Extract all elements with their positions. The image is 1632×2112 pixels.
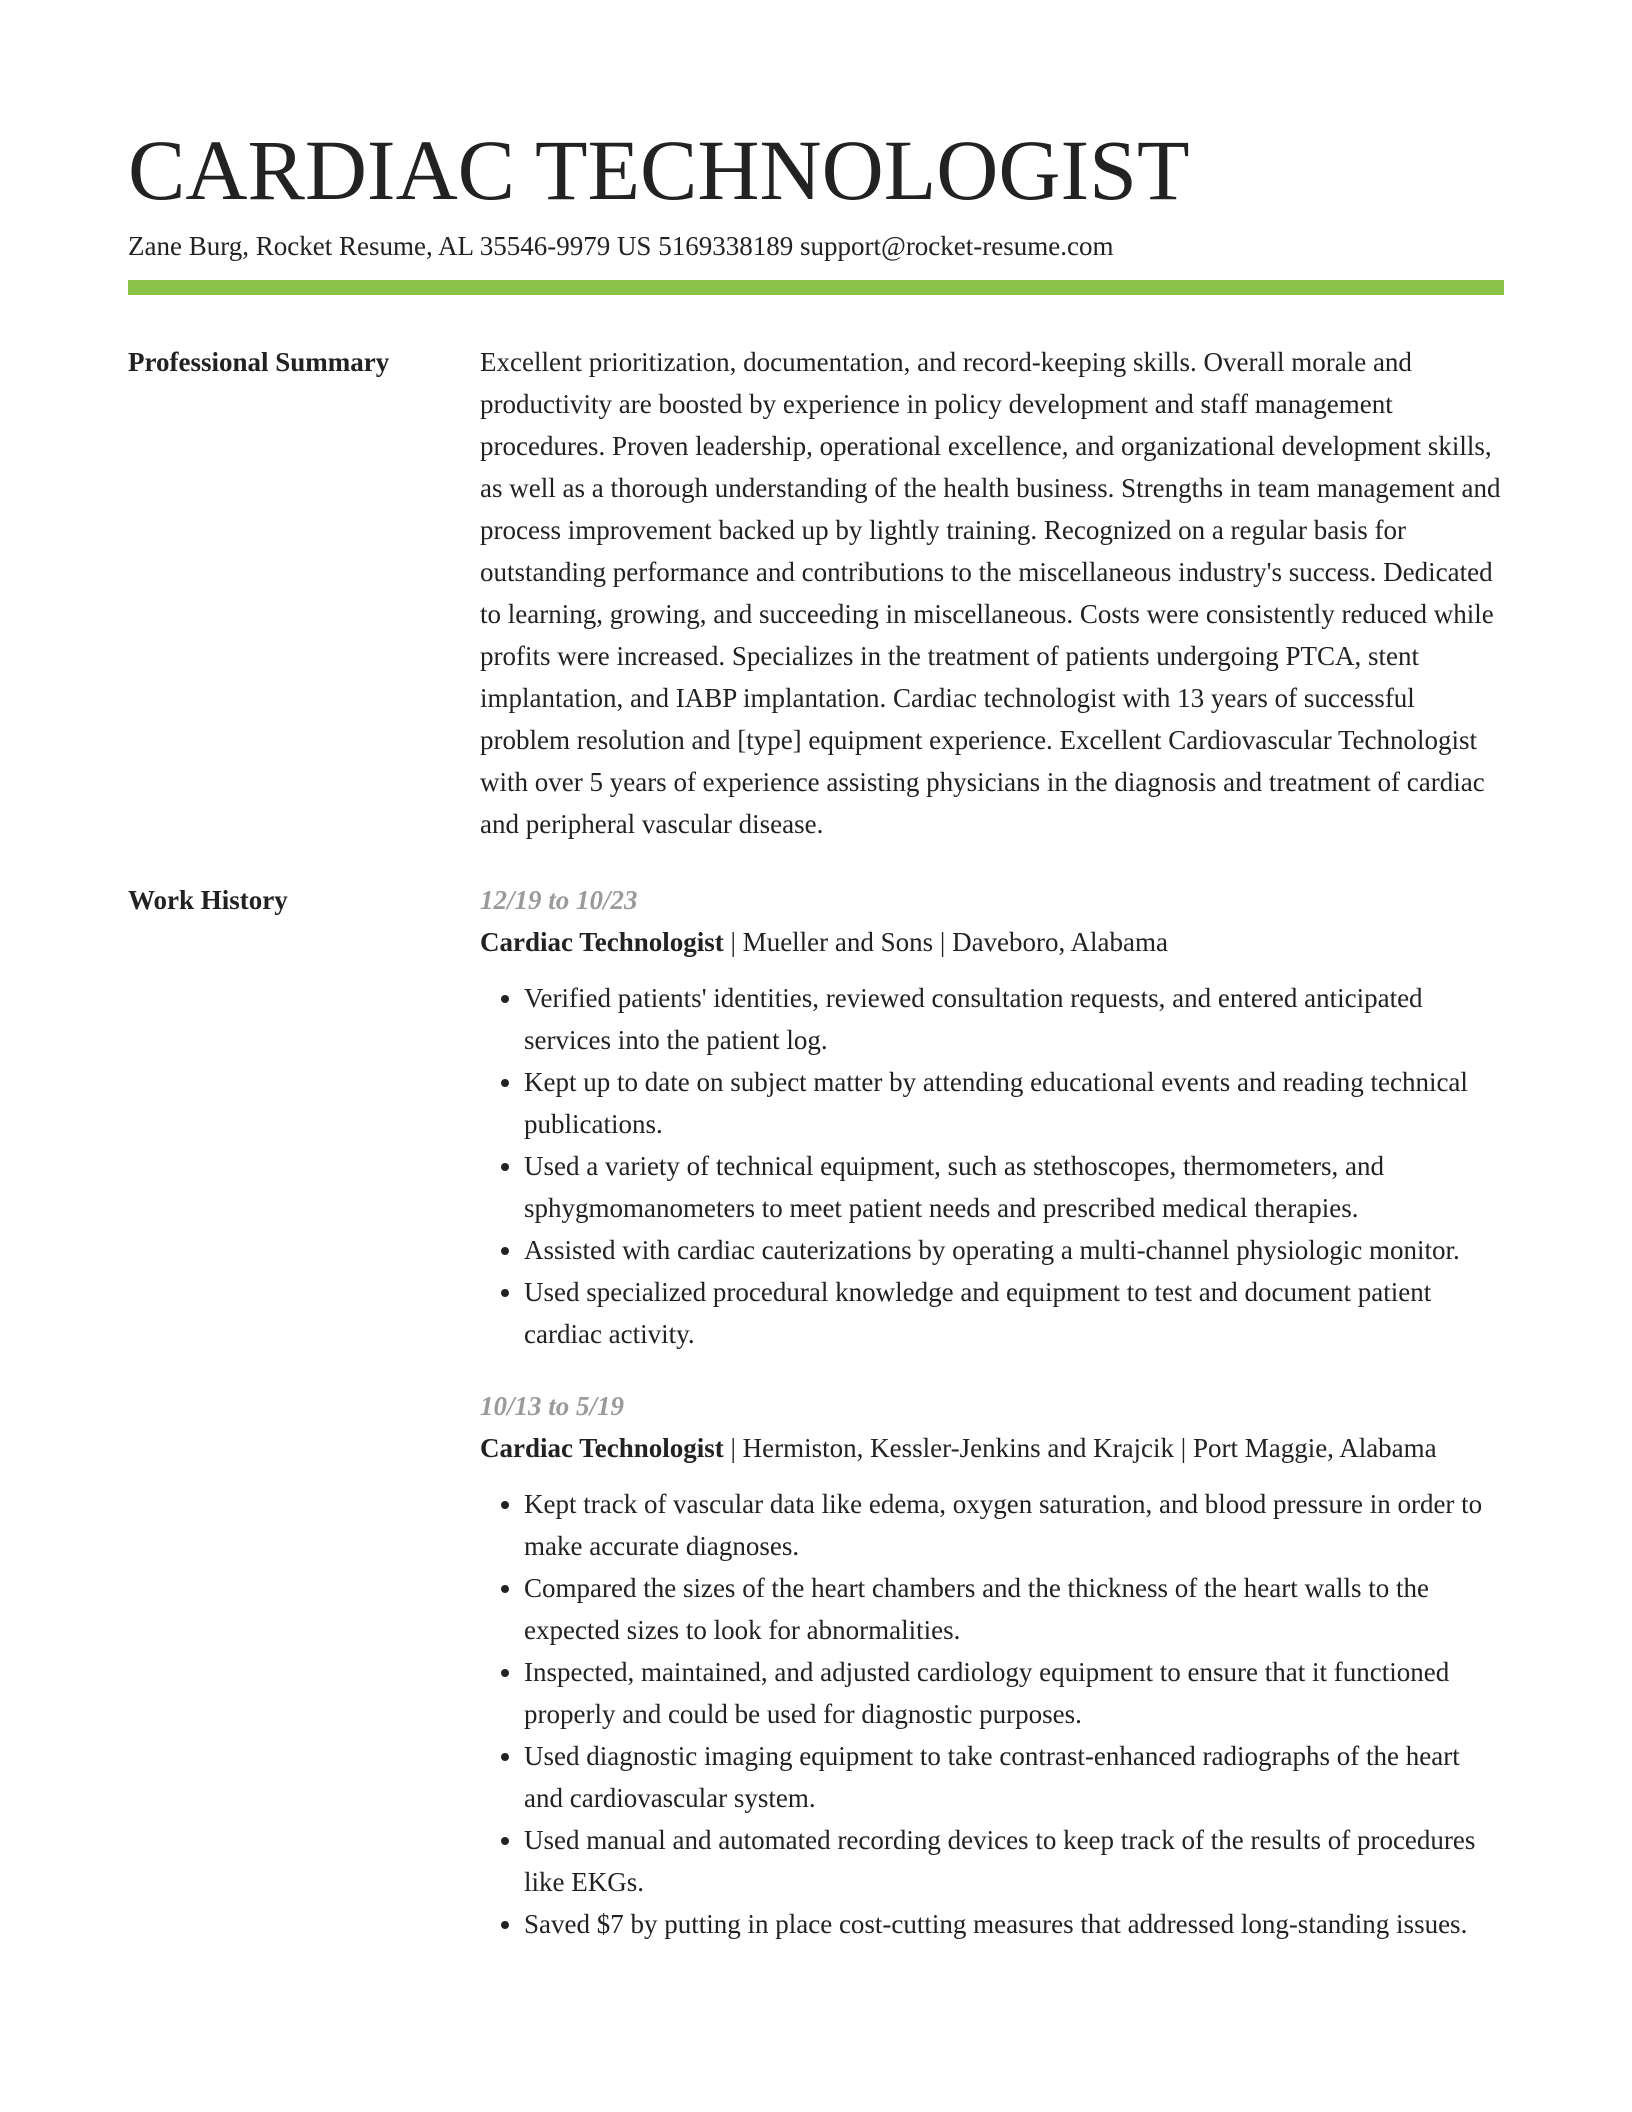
job-bullet: • Assisted with cardiac cauterizations by operating a multi-channel physiologic monitor. bbox=[524, 1229, 1504, 1271]
job-bullets bbox=[480, 977, 1504, 1355]
job-entry bbox=[480, 879, 1504, 1355]
job-bullet: • Compared the sizes of the heart chambers and the thickness of the heart walls to the expected sizes to look for abnormalities. bbox=[524, 1567, 1504, 1651]
job-bullet: • Kept track of vascular data like edema, oxygen saturation, and blood pressure in order to make accurate diagnoses. bbox=[524, 1483, 1504, 1567]
contact-address: Rocket Resume, AL 35546-9979 US bbox=[255, 231, 652, 261]
job-bullet: • Inspected, maintained, and adjusted cardiology equipment to ensure that it functioned properly and could be used for diagnostic purposes. bbox=[524, 1651, 1504, 1735]
job-bullet: • Used manual and automated recording devices to keep track of the results of procedures like EKGs. bbox=[524, 1819, 1504, 1903]
contact-email: support@rocket-resume.com bbox=[799, 231, 1114, 261]
contact-person: Zane Burg, bbox=[128, 231, 249, 261]
work-history-section bbox=[128, 879, 1504, 1945]
job-bullet: • Kept up to date on subject matter by attending educational events and reading technical publications. bbox=[524, 1061, 1504, 1145]
job-heading bbox=[480, 1427, 1504, 1469]
job-dates: 10/13 to 5/19 bbox=[480, 1391, 625, 1421]
job-details: | Hermiston, Kessler-Jenkins and Krajcik | Port Maggie, Alabama bbox=[723, 1433, 1437, 1463]
section-label-work: Work History bbox=[128, 885, 288, 915]
resume-page bbox=[128, 120, 1504, 1945]
job-bullet: • Used diagnostic imaging equipment to take contrast-enhanced radiographs of the heart and cardiovascular system. bbox=[524, 1735, 1504, 1819]
job-bullets bbox=[480, 1483, 1504, 1945]
contact-phone: 5169338189 bbox=[658, 231, 794, 261]
resume-name: CARDIAC TECHNOLOGIST bbox=[128, 122, 1190, 218]
job-bullet: • Used a variety of technical equipment, such as stethoscopes, thermometers, and sphygmomanometers to meet patient needs and prescribed medical therapies. bbox=[524, 1145, 1504, 1229]
job-title: Cardiac Technologist bbox=[480, 1433, 724, 1463]
job-bullet: • Verified patients' identities, reviewed consultation requests, and entered anticipated services into the patient log. bbox=[524, 977, 1504, 1061]
work-body bbox=[480, 879, 1504, 1945]
summary-body bbox=[480, 341, 1504, 845]
summary-text: Excellent prioritization, documentation, and record-keeping skills. Overall morale and productivity are boosted by experience in policy development and staff management procedures. Proven leadership, operational excellence, and organizational development skills, as well as a thorough understanding of the health business. Strengths in team management and process improvement backed up by lightly training. Recognized on a regular basis for outstanding performance and contributions to the miscellaneous industry's success. Dedicated to learning, growing, and succeeding in miscellaneous. Costs were consistently reduced while profits were increased. Specializes in the treatment of patients undergoing PTCA, stent implantation, and IABP implantation. Cardiac technologist with 13 years of successful problem resolution and [type] equipment experience. Excellent Cardiovascular Technologist with over 5 years of experience assisting physicians in the diagnosis and treatment of cardiac and peripheral vascular disease. bbox=[480, 347, 1501, 839]
job-dates: 12/19 to 10/23 bbox=[480, 885, 638, 915]
job-bullet: • Used specialized procedural knowledge and equipment to test and document patient cardiac activity. bbox=[524, 1271, 1504, 1355]
job-details: | Mueller and Sons | Daveboro, Alabama bbox=[723, 927, 1168, 957]
job-heading bbox=[480, 921, 1504, 963]
professional-summary-section bbox=[128, 341, 1504, 845]
contact-line bbox=[128, 228, 1504, 264]
job-bullet: • Saved $7 by putting in place cost-cutting measures that addressed long-standing issues. bbox=[524, 1903, 1504, 1945]
job-title: Cardiac Technologist bbox=[480, 927, 724, 957]
header-divider bbox=[128, 280, 1504, 295]
section-label-summary: Professional Summary bbox=[128, 347, 390, 377]
job-entry bbox=[480, 1385, 1504, 1945]
